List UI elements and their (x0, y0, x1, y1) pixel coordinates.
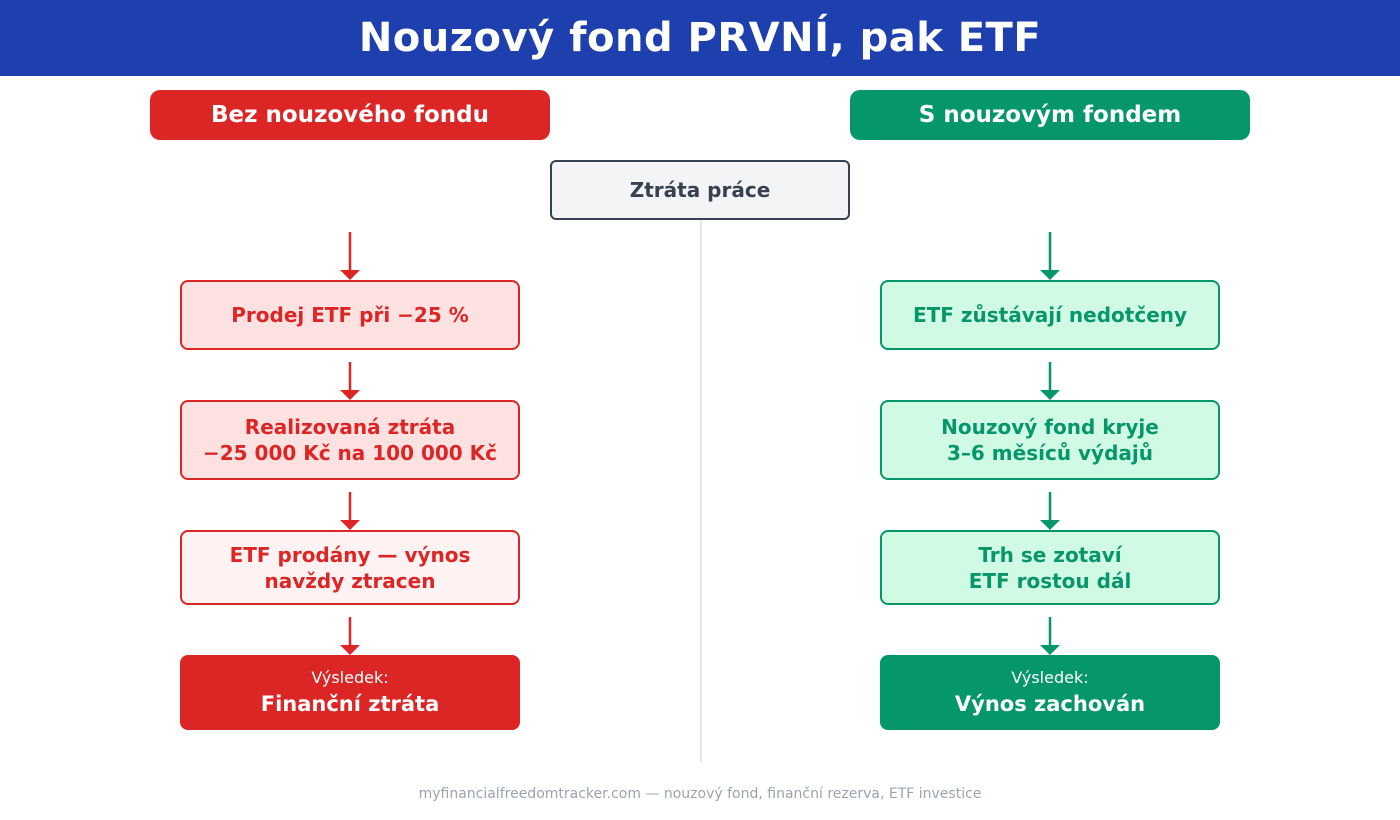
right-step-1-line-1: ETF zůstávají nedotčeny (912, 303, 1188, 327)
right-arrow-1 (1040, 232, 1060, 280)
left-step-3 (180, 530, 520, 605)
right-column-header: S nouzovým fondem (850, 90, 1250, 140)
left-arrow-2 (340, 362, 360, 400)
left-column-header: Bez nouzového fondu (150, 90, 550, 140)
left-step-2-line-2: −25 000 Kč na 100 000 Kč (202, 441, 498, 465)
left-arrow-3 (340, 492, 360, 530)
right-result-value: Výnos zachován (954, 691, 1146, 716)
right-step-2-line-1: Nouzový fond kryje (941, 415, 1159, 439)
left-step-2 (180, 400, 520, 480)
left-result-prefix: Výsledek: (311, 667, 389, 687)
page-title: Nouzový fond PRVNÍ, pak ETF (358, 15, 1042, 61)
right-result (880, 655, 1220, 730)
left-result (180, 655, 520, 730)
right-step-2 (880, 400, 1220, 480)
right-arrow-2 (1040, 362, 1060, 400)
center-divider (700, 220, 702, 762)
left-step-2-line-1: Realizovaná ztráta (244, 415, 456, 439)
right-step-1 (880, 280, 1220, 350)
left-step-3-line-1: ETF prodány — výnos (229, 542, 471, 567)
footer-source-text: myfinancialfreedomtracker.com — nouzový fond, finanční rezerva, ETF investice (418, 786, 982, 802)
left-arrow-4 (340, 617, 360, 655)
left-arrow-1 (340, 232, 360, 280)
right-step-3 (880, 530, 1220, 605)
left-step-1-line-1: Prodej ETF při −25 % (231, 303, 469, 327)
left-result-value: Finanční ztráta (260, 691, 440, 716)
right-step-3-line-2: ETF rostou dál (968, 568, 1132, 593)
right-step-2-line-2: 3–6 měsíců výdajů (947, 441, 1153, 465)
right-arrow-4 (1040, 617, 1060, 655)
right-arrow-3 (1040, 492, 1060, 530)
title-banner (0, 0, 1400, 76)
left-step-1 (180, 280, 520, 350)
left-step-3-line-2: navždy ztracen (264, 568, 436, 593)
right-step-3-line-1: Trh se zotaví (978, 542, 1122, 567)
center-event-node: Ztráta práce (550, 160, 850, 220)
right-result-prefix: Výsledek: (1011, 667, 1089, 687)
